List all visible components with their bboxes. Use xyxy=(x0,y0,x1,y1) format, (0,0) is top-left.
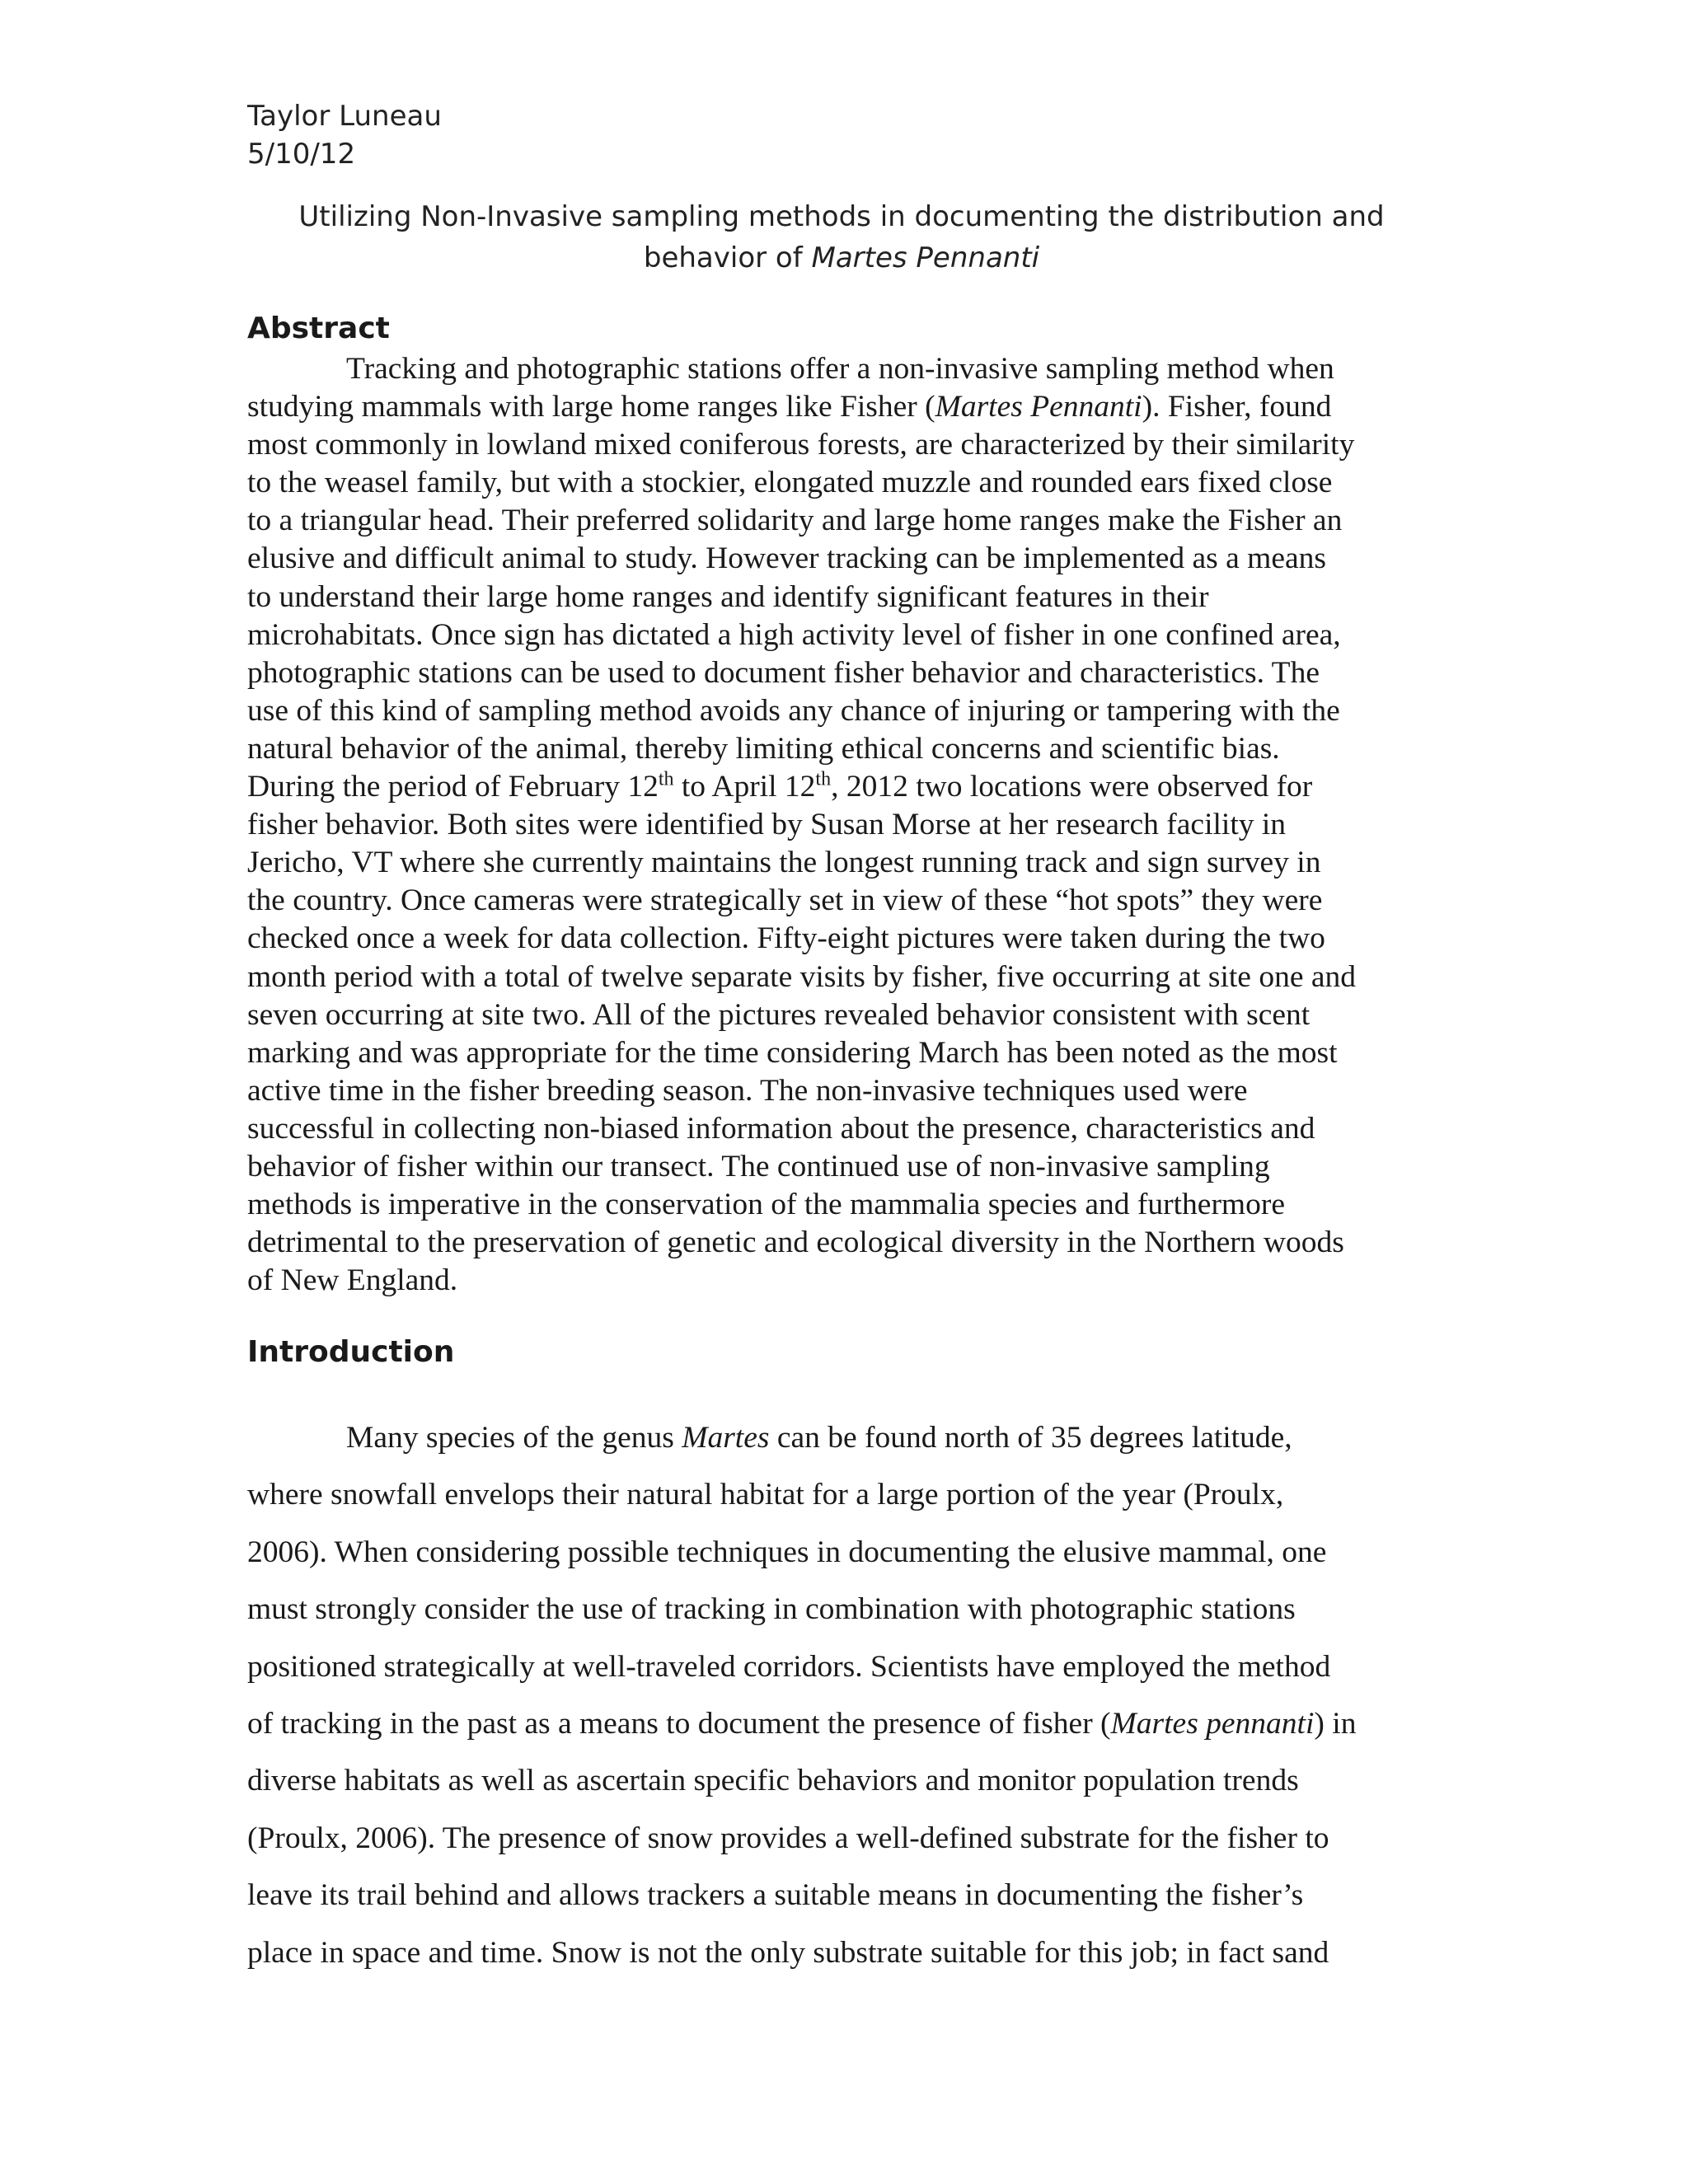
abstract-line xyxy=(247,388,1434,426)
abstract-line: successful in collecting non-biased information about the presence, characteristics and xyxy=(247,1111,1315,1146)
abstract-line: behavior of fisher within our transect. The continued use of non-invasive sampling xyxy=(247,1149,1270,1183)
abstract-line: detrimental to the preservation of genetic and ecological diversity in the Northern woods xyxy=(247,1226,1344,1260)
abstract-body xyxy=(247,350,1434,1300)
abstract-line: microhabitats. Once sign has dictated a high activity level of fisher in one confined area, xyxy=(247,617,1341,652)
abstract-line: Jericho, VT where she currently maintains the longest running track and sign survey in xyxy=(247,846,1321,880)
abstract-line: seven occurring at site two. All of the pictures revealed behavior consistent with scent xyxy=(247,997,1311,1032)
abstract-line: to the weasel family, but with a stockier, elongated muzzle and rounded ears fixed close xyxy=(247,466,1333,500)
abstract-line: photographic stations can be used to document fisher behavior and characteristics. The xyxy=(247,655,1320,690)
genus-name: Martes xyxy=(682,1421,770,1455)
abstract-line-start: studying xyxy=(247,390,354,424)
abstract-line: the country. Once cameras were strategically set in view of these “hot spots” they were xyxy=(247,883,1323,918)
title-line-1: Utilizing Non-Invasive sampling methods in documenting the distribution and xyxy=(298,200,1385,233)
intro-line-text: Many species of the genus xyxy=(346,1421,682,1455)
intro-line: (Proulx, 2006). The presence of snow provides a well-defined substrate for the fisher to xyxy=(247,1821,1329,1855)
species-name: Martes Pennanti xyxy=(935,390,1142,424)
abstract-line: active time in the fisher breeding season. The non-invasive techniques used were xyxy=(247,1073,1248,1108)
abstract-line-text: During the period of February 12 xyxy=(247,770,659,804)
abstract-line-text: mammals with large home ranges like Fisher ( xyxy=(361,390,935,424)
abstract-line: elusive and difficult animal to study. However tracking can be implemented as a means xyxy=(247,541,1326,576)
introduction-body xyxy=(247,1409,1434,1981)
abstract-line: month period with a total of twelve separate visits by fisher, five occurring at site one and xyxy=(247,959,1356,994)
intro-line: place in space and time. Snow is not the only substrate suitable for this job; in fact sand xyxy=(247,1935,1329,1970)
abstract-line: most commonly in lowland mixed coniferous forests, are characterized by their similarity xyxy=(247,428,1355,462)
intro-line-text: of tracking in the past as a means to document the presence of fisher ( xyxy=(247,1707,1111,1741)
intro-line: positioned strategically at well-traveled corridors. Scientists have employed the method xyxy=(247,1649,1331,1684)
document-date: 5/10/12 xyxy=(247,138,356,171)
abstract-line: methods is imperative in the conservation of the mammalia species and furthermore xyxy=(247,1188,1285,1222)
intro-line: where snowfall envelops their natural habitat for a large portion of the year (Proulx, xyxy=(247,1478,1284,1512)
abstract-line-text: to April 12 xyxy=(673,770,816,804)
intro-line: 2006). When considering possible techniques in documenting the elusive mammal, one xyxy=(247,1535,1327,1569)
abstract-heading: Abstract xyxy=(247,312,390,345)
abstract-line xyxy=(247,768,1434,806)
species-name: Martes pennanti xyxy=(1110,1707,1315,1741)
title-species-name: Martes Pennanti xyxy=(811,241,1040,274)
abstract-line: fisher behavior. Both sites were identified by Susan Morse at her research facility in xyxy=(247,808,1287,842)
intro-line xyxy=(247,1409,1434,1466)
paper-title xyxy=(247,196,1436,279)
intro-line-text: ) in xyxy=(1314,1707,1357,1741)
intro-line: leave its trail behind and allows trackers a suitable means in documenting the fisher’s xyxy=(247,1878,1304,1913)
intro-line: diverse habitats as well as ascertain specific behaviors and monitor population trends xyxy=(247,1764,1299,1798)
intro-line xyxy=(247,1695,1434,1752)
abstract-line-text: , 2012 two locations were observed for xyxy=(831,770,1313,804)
author-name: Taylor Luneau xyxy=(247,100,442,133)
intro-line: must strongly consider the use of tracking in combination with photographic stations xyxy=(247,1592,1296,1627)
superscript: th xyxy=(658,768,674,790)
abstract-line: Tracking and photographic stations offer a non-invasive sampling method when xyxy=(346,352,1334,386)
abstract-line: checked once a week for data collection. Fifty-eight pictures were taken during the two xyxy=(247,921,1325,956)
superscript: th xyxy=(815,768,832,790)
abstract-line: of New England. xyxy=(247,1263,458,1298)
abstract-line: use of this kind of sampling method avoids any chance of injuring or tampering with the xyxy=(247,693,1340,728)
introduction-heading: Introduction xyxy=(247,1335,455,1369)
intro-line-text: can be found north of 35 degrees latitude, xyxy=(769,1421,1292,1455)
abstract-line: natural behavior of the animal, thereby limiting ethical concerns and scientific bias. xyxy=(247,731,1280,766)
author-block xyxy=(247,97,442,173)
abstract-line: to understand their large home ranges and identify significant features in their xyxy=(247,579,1209,614)
title-line-2-text: behavior of xyxy=(643,241,812,274)
title-line-2 xyxy=(247,237,1436,279)
abstract-line-text: ). Fisher, found xyxy=(1142,390,1332,424)
abstract-line: marking and was appropriate for the time considering March has been noted as the most xyxy=(247,1035,1338,1070)
abstract-line: to a triangular head. Their preferred solidarity and large home ranges make the Fisher an xyxy=(247,504,1343,538)
